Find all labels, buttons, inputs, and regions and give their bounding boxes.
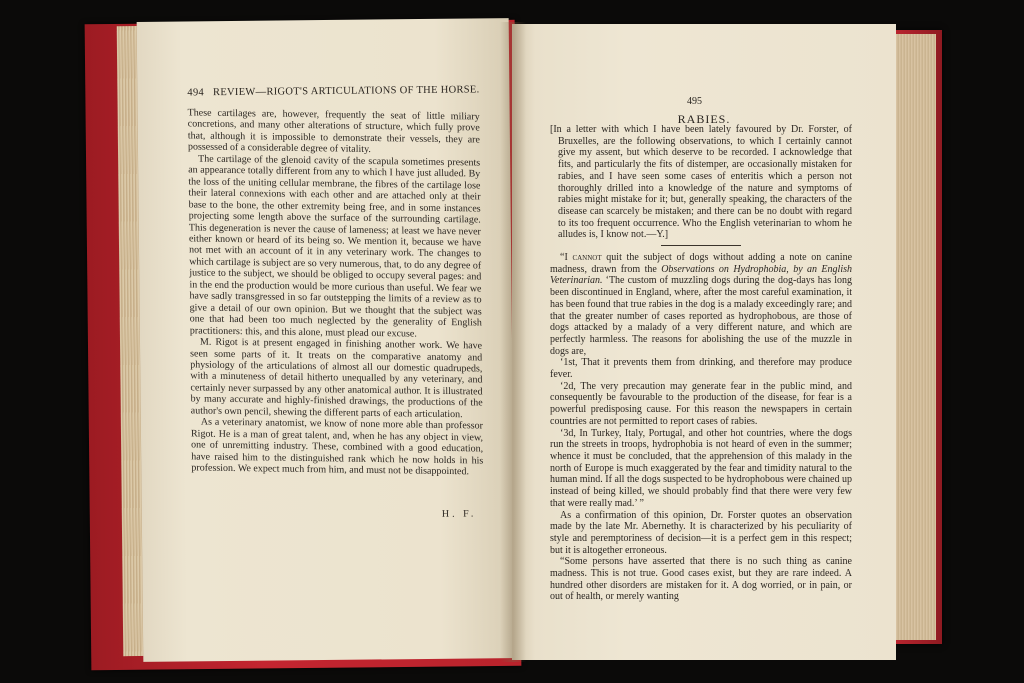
book-gutter (500, 22, 526, 662)
paragraph: “Some persons have asserted that there is no such thing as canine madness. This is not true. Good cases exist, but they are rare indeed. A hundred other disorders are mistaken for it. A dog worried, or in pain, or out of health, or merely wanting (550, 556, 852, 603)
divider (661, 245, 741, 246)
paragraph: ‘2d, The very precaution may generate fear in the public mind, and consequently be favourable to the production of the disease, for fear is a powerful predisposing cause. For this reason the newspapers in certain countries are not permitted to report cases of rabies. (550, 380, 852, 427)
paragraph (550, 252, 852, 357)
author-signature: H. F. (441, 508, 477, 520)
running-head-title: REVIEW—RIGOT'S ARTICULATIONS OF THE HORSE. (212, 84, 480, 99)
right-body-text (550, 124, 852, 603)
section-title: RABIES. (677, 112, 731, 126)
cited-work-title: Observations on Hydrophobia, by an English Veterinarian. (550, 263, 852, 287)
page-number: 494 (187, 87, 205, 99)
right-page (512, 24, 896, 660)
opening-words: “I cannot (560, 252, 602, 264)
right-page-edges (890, 34, 936, 640)
paragraph: ‘3d, In Turkey, Italy, Portugal, and other hot countries, where the dogs run the streets in troops, hydrophobia is not heard of even in the summer; whence it must be concluded, that the apprehension of this malady in the north of Europe is much exaggerated by the fear and timidity natural to the human mind. If all the dogs suspected to be hydrophobous were chained up instead of being killed, we should probably find that there were very few that were really mad.’ ” (550, 427, 852, 509)
paragraph: These cartilages are, however, frequently the seat of little miliary concretions, and many other alterations of structure, which fully prove that, although it is impossible to demonstrate their vessels, they are possessed of a considerable degree of vitality. (187, 107, 480, 156)
paragraph: M. Rigot is at present engaged in finishing another work. We have seen some parts of it. It treats on the comparative anatomy and physiology of the articulations of almost all our domestic quadrupeds, with a minuteness of detail hitherto unequalled by any veterinary, and certainly never surpassed by any other anatomical author. It is illustrated by many accurate and highly-finished drawings, the productions of the author's own pencil, shewing the different parts of each articulation. (190, 336, 483, 420)
editor-note: [In a letter with which I have been lately favoured by Dr. Forster, of Bruxelles, are the following observations, to which I certainly cannot give my assent, but which deserve to be recorded. I acknowledge that fits, and particularly the fits of distemper, are occasionally mistaken for rabies, and I have seen some cases of enteritis which a person not thoroughly drilled into a knowledge of the nature and symptoms of rabies might mistake for it; but, generally speaking, the characters of the disease can scarcely be mistaken; and there can be no doubt with regard to its too frequent occurrence. Who the English veterinarian to whom he alludes is, I know not.—Y.] (550, 124, 852, 241)
left-body-text (188, 107, 484, 478)
paragraph: ‘1st, That it prevents them from drinking, and therefore may produce fever. (550, 357, 852, 381)
paragraph: As a veterinary anatomist, we know of none more able than professor Rigot. He is a man of great talent, and, when he has any object in view, one of unremitting industry. These, combined with a good education, have raised him to the distinguished rank which he now holds in his profession. We expect much from him, and must not be disappointed. (190, 416, 484, 478)
left-page (137, 18, 516, 662)
page-number: 495 (687, 96, 702, 107)
running-head (187, 84, 487, 98)
paragraph: The cartilage of the glenoid cavity of the scapula sometimes presents an appearance totally different from any to which I have just alluded. By the loss of the uniting cellular membrane, the fibres of the cartilage lose their lateral connexions with each other and are attached only at their base to the bone, the other extremity being free, and in some instances projecting some length above the surface of the surrounding cartilage. This degeneration is never the cause of lameness; at least we have never either known or heard of its being so. We mention it, because we have not met with an account of it in any veterinary work. The changes to which cartilage is subject are so very numerous, that, to do any degree of justice to the subject, we should be obliged to occupy several pages: and in the end the production would be more curious than useful. We fear we have sadly transgressed in so far outstepping the limits of a review as to give a detail of our own opinion. But we thought that the subject was one that had been too much neglected by the generality of English practitioners: this, and this alone, must plead our excuse. (188, 153, 482, 340)
text-span: ‘The custom of muzzling dogs during the dog-days has long been discontinued in England, where, after the most careful examination, it has been found that true rabies in the dog is a malady exceedingly rare; and that the greater number of cases reported as hydrophobous, are those of dogs attacked by a malady of a very different nature, and which are perfectly harmless. The reasons for abolishing the use of the muzzle in dogs are, (550, 275, 852, 357)
text-span: quit the subject of dogs without adding a note on canine madness, drawn from the (550, 252, 853, 275)
paragraph: As a confirmation of this opinion, Dr. Forster quotes an observation made by the late Mr. Abernethy. It is characterized by his peculiarity of style and peremptoriness of decision—it is a perfect gem in this respect; but it is altogether erroneous. (550, 509, 852, 556)
